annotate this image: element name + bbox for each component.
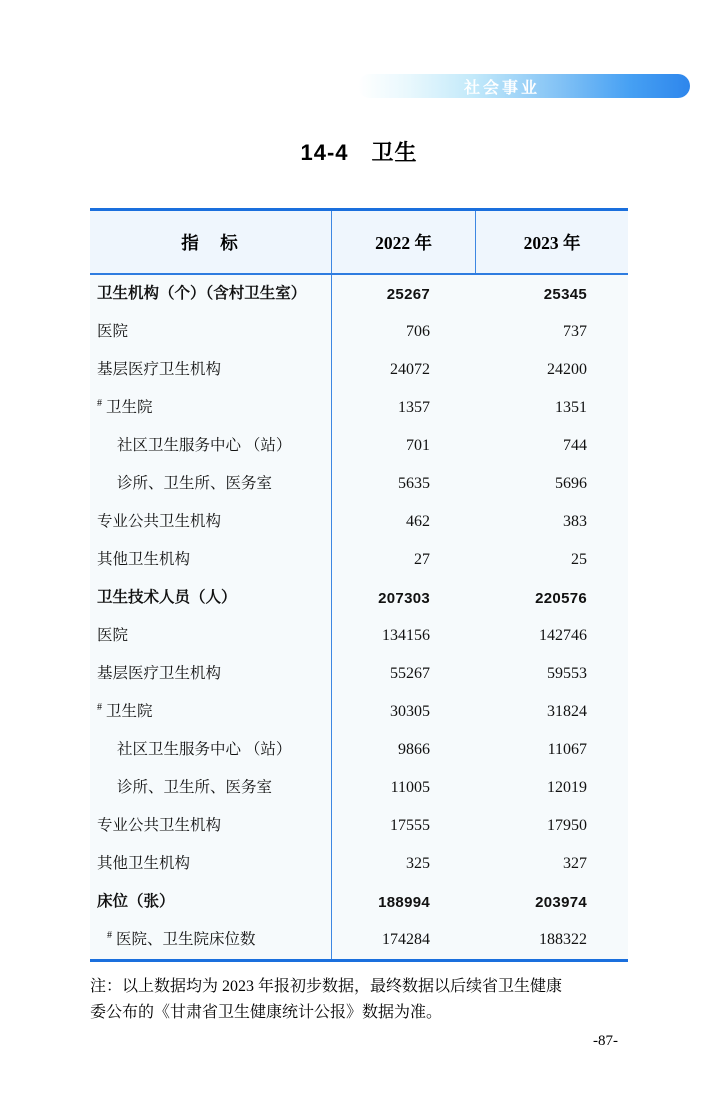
table-row (90, 731, 628, 769)
row-label-text: 基层医疗卫生机构 (97, 361, 222, 378)
row-value-2023: 1351 (555, 399, 587, 416)
row-value-2022: 11005 (331, 769, 475, 807)
table-row (90, 921, 628, 959)
row-value-2023: 17950 (547, 817, 587, 834)
table-row (90, 541, 628, 579)
column-header-2022: 2022 年 (331, 211, 475, 273)
row-label (90, 769, 331, 807)
row-value-2023: 5696 (555, 475, 587, 492)
table-row (90, 769, 628, 807)
row-label-text: 医院、卫生院床位数 (116, 931, 256, 948)
table-row (90, 655, 628, 693)
row-value-2022: 27 (331, 541, 475, 579)
row-label (90, 503, 331, 541)
table-row (90, 693, 628, 731)
row-label (90, 465, 331, 503)
table-row (90, 807, 628, 845)
row-label-text: 其他卫生机构 (97, 855, 191, 872)
row-label-text: 医院 (97, 627, 129, 644)
row-label (90, 541, 331, 579)
row-value-2022: 207303 (331, 579, 475, 617)
row-label (90, 389, 331, 427)
row-value-2022: 55267 (331, 655, 475, 693)
row-label (90, 579, 331, 617)
footnote (90, 974, 630, 1025)
row-value-2023: 59553 (547, 665, 587, 682)
column-header-2023: 2023 年 (475, 211, 628, 273)
row-value-2023: 25345 (543, 285, 587, 303)
table-row (90, 275, 628, 313)
row-label (90, 655, 331, 693)
row-label (90, 807, 331, 845)
row-value-2022: 17555 (331, 807, 475, 845)
footnote-line1: 注：以上数据均为 2023 年报初步数据，最终数据以后续省卫生健康 (90, 978, 563, 995)
row-label-text: 床位（张） (97, 893, 175, 910)
table-row (90, 427, 628, 465)
row-value-2023: 25 (571, 551, 587, 568)
table-header-row (90, 211, 628, 275)
row-label-text: 社区卫生服务中心 （站） (117, 437, 292, 454)
page-number: -87- (593, 1033, 618, 1049)
row-value-2023: 220576 (535, 589, 587, 607)
row-label-text: 诊所、卫生所、医务室 (117, 779, 273, 796)
row-label-text: 专业公共卫生机构 (97, 513, 222, 530)
row-value-2023: 744 (563, 437, 587, 454)
hash-marker: # (97, 702, 102, 713)
table-row (90, 465, 628, 503)
row-value-2023: 142746 (539, 627, 587, 644)
row-value-2022: 462 (331, 503, 475, 541)
row-value-2022: 30305 (331, 693, 475, 731)
row-value-2023: 24200 (547, 361, 587, 378)
section-badge (358, 74, 690, 98)
row-label (90, 275, 331, 313)
table-body (90, 275, 628, 959)
row-value-2023: 12019 (547, 779, 587, 796)
row-label (90, 617, 331, 655)
row-value-2023: 11067 (547, 741, 587, 758)
row-label-text: 诊所、卫生所、医务室 (117, 475, 273, 492)
row-value-2022: 9866 (331, 731, 475, 769)
row-label-text: 其他卫生机构 (97, 551, 191, 568)
row-label (90, 921, 331, 959)
section-badge-label: 社会事业 (463, 79, 540, 97)
row-label (90, 731, 331, 769)
column-header-indicator: 指 标 (181, 232, 240, 253)
row-label-text: 专业公共卫生机构 (97, 817, 222, 834)
row-label-text: 卫生技术人员（人） (97, 589, 237, 606)
row-label (90, 883, 331, 921)
row-value-2022: 24072 (331, 351, 475, 389)
row-value-2023: 31824 (547, 703, 587, 720)
table-row (90, 351, 628, 389)
row-value-2022: 1357 (331, 389, 475, 427)
row-value-2022: 188994 (331, 883, 475, 921)
row-value-2022: 25267 (331, 275, 475, 313)
row-label-text: 基层医疗卫生机构 (97, 665, 222, 682)
table-row (90, 883, 628, 921)
table-row (90, 617, 628, 655)
footnote-line2: 委公布的《甘肃省卫生健康统计公报》数据为准。 (90, 1003, 443, 1021)
row-label-text: 社区卫生服务中心 （站） (117, 741, 292, 758)
row-label (90, 351, 331, 389)
table-row (90, 579, 628, 617)
row-label (90, 693, 331, 731)
table-row (90, 503, 628, 541)
row-value-2023: 737 (563, 323, 587, 340)
hash-marker: # (97, 398, 102, 409)
row-value-2022: 325 (331, 845, 475, 883)
row-label (90, 427, 331, 465)
row-value-2022: 134156 (331, 617, 475, 655)
row-value-2022: 174284 (331, 921, 475, 959)
table-row (90, 845, 628, 883)
row-label (90, 313, 331, 351)
row-value-2023: 327 (563, 855, 587, 872)
row-label-text: 医院 (97, 323, 129, 340)
statistics-table (90, 208, 628, 962)
row-value-2023: 188322 (539, 931, 587, 948)
row-value-2022: 5635 (331, 465, 475, 503)
row-value-2023: 383 (563, 513, 587, 530)
table-row (90, 389, 628, 427)
row-value-2022: 701 (331, 427, 475, 465)
page-title: 14-4 卫生 (300, 140, 418, 165)
row-value-2023: 203974 (535, 893, 587, 911)
row-label (90, 845, 331, 883)
hash-marker: # (107, 930, 112, 941)
row-label-text: 卫生院 (106, 399, 153, 416)
row-value-2022: 706 (331, 313, 475, 351)
row-label-text: 卫生院 (106, 703, 153, 720)
table-row (90, 313, 628, 351)
row-label-text: 卫生机构（个）（含村卫生室） (97, 285, 307, 302)
